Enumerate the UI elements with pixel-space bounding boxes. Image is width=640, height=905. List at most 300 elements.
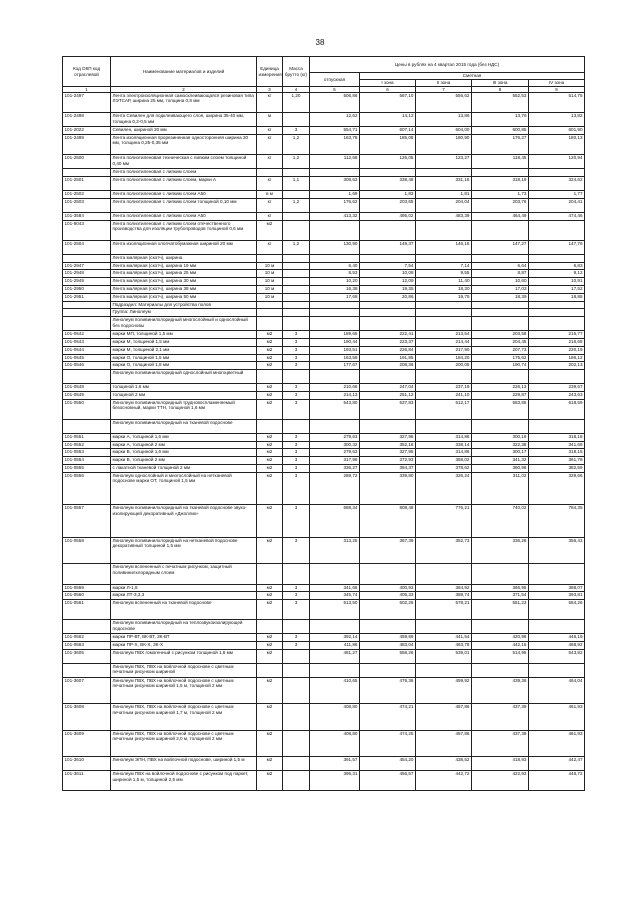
- cell-zone-2-price: 578,21: [416, 600, 472, 620]
- cell-mass: 3: [283, 642, 310, 650]
- table-row: [63, 391, 585, 399]
- cell-unit: м2: [257, 449, 283, 457]
- cell-release-price: [310, 309, 360, 317]
- cell-zone-1-price: [360, 564, 416, 584]
- cell-code: [63, 169, 111, 177]
- cell-zone-3-price: 311,02: [472, 472, 529, 505]
- cell-zone-2-price: 776,21: [416, 505, 472, 538]
- cell-mass: 3: [283, 338, 310, 346]
- cell-zone-2-price: 358,02: [416, 457, 472, 465]
- cell-release-price: 210,66: [310, 384, 360, 392]
- cell-unit: [257, 620, 283, 634]
- cell-zone-3-price: 18,39: [472, 293, 529, 301]
- cell-zone-4-price: 584,26: [529, 600, 585, 620]
- cell-mass: [283, 254, 310, 262]
- cell-name: марки М, толщиной 1,5 мм: [111, 338, 257, 346]
- cell-unit: м2: [257, 592, 283, 600]
- cell-zone-1-price: 454,20: [360, 757, 416, 771]
- cell-zone-2-price: 459,92: [416, 678, 472, 704]
- cell-mass: [283, 678, 310, 704]
- cell-unit: м2: [257, 771, 283, 791]
- col-number: 4: [283, 87, 310, 93]
- cell-zone-1-price: [360, 309, 416, 317]
- cell-unit: в м: [257, 190, 283, 198]
- cell-release-price: 163,78: [310, 134, 360, 154]
- cell-unit: 10 м: [257, 293, 283, 301]
- cell-zone-2-price: 389,74: [416, 592, 472, 600]
- cell-name: Линолеум ПВХ, ПВХ на войлочной подоснове с цветным печатным рисунком шириной 1,7 м, толщиной 2 мм: [111, 704, 257, 730]
- cell-zone-2-price: 314,86: [416, 449, 472, 457]
- cell-mass: [283, 419, 310, 433]
- cell-zone-3-price: 341,32: [472, 457, 529, 465]
- cell-name: Линолеум ПВХ гомогенный с рисунком толщиной 1,6 мм: [111, 650, 257, 664]
- cell-zone-3-price: 322,38: [472, 441, 529, 449]
- cell-name: Лента полиэтиленовая с липким слоем А50: [111, 212, 257, 220]
- cell-code: 101-0561: [63, 600, 111, 620]
- cell-zone-1-price: 637,83: [360, 399, 416, 419]
- cell-zone-2-price: 241,10: [416, 391, 472, 399]
- cell-zone-4-price: 202,13: [529, 362, 585, 370]
- cell-code: 101-0555: [63, 465, 111, 473]
- cell-code: [63, 254, 111, 262]
- cell-release-price: 193,51: [310, 346, 360, 354]
- cell-name: Подраздел: Материалы для устройства полов: [111, 301, 257, 309]
- cell-unit: м2: [257, 338, 283, 346]
- cell-zone-4-price: 356,43: [529, 538, 585, 564]
- cell-zone-3-price: 176,27: [472, 134, 529, 154]
- cell-zone-2-price: 184,20: [416, 354, 472, 362]
- cell-zone-1-price: [360, 370, 416, 384]
- cell-code: 101-2504: [63, 240, 111, 254]
- cell-unit: м2: [257, 472, 283, 505]
- cell-zone-4-price: 514,75: [529, 93, 585, 113]
- cell-mass: [283, 664, 310, 678]
- cell-release-price: 395,31: [310, 771, 360, 791]
- cell-zone-3-price: 229,87: [472, 391, 529, 399]
- cell-zone-2-price: 441,54: [416, 634, 472, 642]
- cell-release-price: [310, 419, 360, 433]
- cell-zone-2-price: 213,54: [416, 331, 472, 339]
- cell-code: 101-3608: [63, 704, 111, 730]
- cell-zone-4-price: 543,82: [529, 650, 585, 664]
- cell-zone-4-price: 1,77: [529, 190, 585, 198]
- cell-unit: м2: [257, 457, 283, 465]
- cell-name: Севилен, шириной 30 мм: [111, 127, 257, 135]
- cell-unit: м2: [257, 600, 283, 620]
- cell-mass: [283, 278, 310, 286]
- cell-unit: м2: [257, 642, 283, 650]
- cell-release-price: 1,69: [310, 190, 360, 198]
- cell-release-price: 289,72: [310, 472, 360, 505]
- page-number: 38: [315, 38, 325, 47]
- cell-unit: м2: [257, 384, 283, 392]
- cell-release-price: 408,80: [310, 730, 360, 756]
- cell-unit: кг: [257, 127, 283, 135]
- header-price: Цены в рублях на 4 квартал 2015 года (без НДС): [310, 57, 585, 73]
- cell-name: Лента полиэтиленовая с липким слоем А50: [111, 190, 257, 198]
- cell-zone-4-price: 446,72: [529, 771, 585, 791]
- cell-mass: 3: [283, 465, 310, 473]
- cell-zone-1-price: 607,14: [360, 127, 416, 135]
- cell-zone-2-price: 483,39: [416, 212, 472, 220]
- cell-unit: м2: [257, 730, 283, 756]
- cell-release-price: 279,63: [310, 433, 360, 441]
- cell-unit: [257, 370, 283, 384]
- cell-code: [63, 317, 111, 331]
- cell-zone-1-price: [360, 301, 416, 309]
- cell-unit: м: [257, 113, 283, 127]
- cell-zone-2-price: 204,04: [416, 198, 472, 212]
- cell-name: марки М, толщиной 2,1 мм: [111, 346, 257, 354]
- cell-code: 101-0559: [63, 584, 111, 592]
- cell-zone-1-price: [360, 419, 416, 433]
- cell-zone-1-price: 476,36: [360, 678, 416, 704]
- cell-zone-4-price: 186,12: [529, 354, 585, 362]
- table-row: [63, 472, 585, 505]
- cell-unit: м2: [257, 354, 283, 362]
- cell-name: Лента полиэтиленовая с липким слоем отечественного производства для изоляции трубопроводов толщиной 0,6 мм: [111, 220, 257, 240]
- table-row: [63, 600, 585, 620]
- cell-name: Линолеум поливинилхлоридный однослойный многоцветный: [111, 370, 257, 384]
- cell-zone-3-price: [472, 309, 529, 317]
- cell-zone-2-price: 11,40: [416, 278, 472, 286]
- cell-zone-2-price: [416, 169, 472, 177]
- cell-zone-1-price: 19,35: [360, 285, 416, 293]
- cell-zone-3-price: [472, 254, 529, 262]
- cell-zone-2-price: [416, 664, 472, 678]
- table-row: [63, 309, 585, 317]
- cell-zone-2-price: [416, 419, 472, 433]
- cell-zone-4-price: 361,78: [529, 457, 585, 465]
- cell-name: марки О, толщиной 1,5 мм: [111, 354, 257, 362]
- cell-zone-3-price: 175,62: [472, 354, 529, 362]
- header-zone-3: III зона: [472, 80, 529, 87]
- cell-unit: кг: [257, 155, 283, 169]
- cell-zone-4-price: 9,12: [529, 270, 585, 278]
- cell-mass: [283, 317, 310, 331]
- cell-code: [63, 620, 111, 634]
- cell-zone-1-price: 149,37: [360, 240, 416, 254]
- cell-zone-1-price: 226,84: [360, 346, 416, 354]
- cell-unit: м2: [257, 465, 283, 473]
- cell-zone-2-price: 214,44: [416, 338, 472, 346]
- cell-zone-1-price: 474,25: [360, 730, 416, 756]
- col-number: 5: [310, 87, 360, 93]
- cell-zone-1-price: 367,39: [360, 538, 416, 564]
- table-row: [63, 634, 585, 642]
- cell-zone-2-price: [416, 564, 472, 584]
- cell-zone-4-price: [529, 664, 585, 678]
- cell-name: Лента малярная (скотч), ширина 19 мм: [111, 262, 257, 270]
- cell-name: толщиной 1,6 мм: [111, 384, 257, 392]
- cell-zone-4-price: 446,19: [529, 634, 585, 642]
- cell-name: Линолеум однослойный и многослойный на нетканевой подоснове марки ОТ, толщиной 1,5 мм: [111, 472, 257, 505]
- cell-zone-4-price: 393,81: [529, 592, 585, 600]
- cell-release-price: 410,65: [310, 678, 360, 704]
- cell-zone-1-price: 10,08: [360, 270, 416, 278]
- cell-name: Линолеум поливинилхлоридный на тканевой подоснове звуко-изолирующей декоративный «Джоллик»: [111, 505, 257, 538]
- cell-code: [63, 664, 111, 678]
- cell-code: 101-2948: [63, 270, 111, 278]
- cell-zone-4-price: 204,41: [529, 198, 585, 212]
- table-row: [63, 338, 585, 346]
- cell-code: 101-2022: [63, 127, 111, 135]
- header-name: Наименование материалов и изделий: [111, 57, 257, 87]
- cell-release-price: [310, 169, 360, 177]
- table-row: [63, 465, 585, 473]
- cell-unit: кг: [257, 212, 283, 220]
- cell-zone-4-price: 318,15: [529, 449, 585, 457]
- table-row: [63, 399, 585, 419]
- cell-zone-3-price: 1,73: [472, 190, 529, 198]
- cell-name: марки В, толщиной 1,6 мм: [111, 449, 257, 457]
- cell-name: марки МП, толщиной 1,5 мм: [111, 331, 257, 339]
- table-row: [63, 240, 585, 254]
- cell-zone-2-price: 180,90: [416, 134, 472, 154]
- col-number: 8: [472, 87, 529, 93]
- cell-zone-1-price: 14,12: [360, 113, 416, 127]
- cell-release-price: 336,27: [310, 465, 360, 473]
- cell-zone-2-price: [416, 317, 472, 331]
- cell-unit: м2: [257, 757, 283, 771]
- cell-release-price: 10,20: [310, 278, 360, 286]
- cell-unit: м2: [257, 704, 283, 730]
- cell-zone-4-price: 180,13: [529, 134, 585, 154]
- cell-mass: 3: [283, 538, 310, 564]
- table-row: [63, 592, 585, 600]
- cell-zone-3-price: 318,19: [472, 176, 529, 190]
- cell-code: 101-0545: [63, 354, 111, 362]
- cell-zone-1-price: 808,48: [360, 505, 416, 538]
- cell-zone-2-price: 438,52: [416, 757, 472, 771]
- cell-mass: [283, 757, 310, 771]
- cell-mass: 3: [283, 433, 310, 441]
- table-row: [63, 212, 585, 220]
- cell-zone-2-price: 123,27: [416, 155, 472, 169]
- cell-mass: [283, 212, 310, 220]
- cell-zone-1-price: 372,93: [360, 457, 416, 465]
- cell-unit: кг: [257, 176, 283, 190]
- cell-release-price: 513,50: [310, 600, 360, 620]
- cell-unit: м2: [257, 505, 283, 538]
- cell-zone-4-price: 461,93: [529, 704, 585, 730]
- cell-zone-2-price: 326,24: [416, 472, 472, 505]
- cell-mass: 3: [283, 127, 310, 135]
- cell-release-price: 163,59: [310, 354, 360, 362]
- cell-zone-4-price: [529, 254, 585, 262]
- cell-name: марки ЛТ-3,3,3: [111, 592, 257, 600]
- cell-zone-1-price: [360, 317, 416, 331]
- cell-unit: м2: [257, 650, 283, 664]
- cell-unit: кг: [257, 93, 283, 113]
- cell-unit: м2: [257, 538, 283, 564]
- cell-release-price: 543,80: [310, 399, 360, 419]
- cell-mass: 3: [283, 362, 310, 370]
- cell-zone-2-price: 9,55: [416, 270, 472, 278]
- cell-unit: [257, 169, 283, 177]
- cell-mass: 1,2: [283, 198, 310, 212]
- table-row: [63, 190, 585, 198]
- cell-code: 101-0563: [63, 642, 111, 650]
- cell-name: Группа: Линолеум: [111, 309, 257, 317]
- cell-release-price: 112,68: [310, 155, 360, 169]
- cell-mass: [283, 220, 310, 240]
- cell-zone-1-price: 251,12: [360, 391, 416, 399]
- col-number: 1: [63, 87, 111, 93]
- cell-zone-3-price: 551,23: [472, 600, 529, 620]
- table-row: [63, 127, 585, 135]
- cell-unit: м2: [257, 634, 283, 642]
- cell-unit: [257, 419, 283, 433]
- table-row: [63, 169, 585, 177]
- cell-zone-3-price: 207,73: [472, 346, 529, 354]
- cell-release-price: 12,62: [310, 113, 360, 127]
- cell-release-price: 688,34: [310, 505, 360, 538]
- cell-zone-3-price: [472, 419, 529, 433]
- cell-name: марки В, толщиной 2 мм: [111, 457, 257, 465]
- table-row: [63, 370, 585, 384]
- cell-mass: [283, 270, 310, 278]
- cell-code: 101-2498: [63, 113, 111, 127]
- cell-zone-1-price: 394,37: [360, 465, 416, 473]
- cell-unit: кг: [257, 198, 283, 212]
- cell-name: Линолеум ПВХ на войлочной подоснове с рисунком под паркет, шириной 1,5 м, толщиной 2,5 мм: [111, 771, 257, 791]
- cell-release-price: 411,86: [310, 642, 360, 650]
- cell-zone-1-price: 558,26: [360, 650, 416, 664]
- cell-zone-4-price: [529, 564, 585, 584]
- cell-zone-4-price: 6,83: [529, 262, 585, 270]
- table-row: [63, 505, 585, 538]
- cell-zone-2-price: 338,14: [416, 441, 472, 449]
- cell-code: 101-0543: [63, 338, 111, 346]
- cell-zone-4-price: [529, 309, 585, 317]
- table-row: [63, 262, 585, 270]
- cell-zone-2-price: 19,75: [416, 293, 472, 301]
- cell-name: марки ПР-Х, ВК-Х, ЗК-Х: [111, 642, 257, 650]
- cell-name: Лента малярная (скотч), ширина 38 мм: [111, 285, 257, 293]
- cell-release-price: 341,66: [310, 584, 360, 592]
- cell-code: 101-2949: [63, 278, 111, 286]
- cell-zone-3-price: [472, 169, 529, 177]
- table-row: [63, 384, 585, 392]
- table-row: [63, 664, 585, 678]
- cell-zone-4-price: 474,46: [529, 212, 585, 220]
- table-row: [63, 113, 585, 127]
- cell-zone-4-price: 442,47: [529, 757, 585, 771]
- cell-mass: [283, 293, 310, 301]
- cell-name: Лента полиэтиленовая техническая с липким слоем толщиной 0,40 мм: [111, 155, 257, 169]
- cell-zone-1-price: 7,54: [360, 262, 416, 270]
- cell-mass: [283, 650, 310, 664]
- table-row: [63, 176, 585, 190]
- cell-release-price: [310, 254, 360, 262]
- cell-name: Линолеум поливинилхлоридный на тканевой подоснове: [111, 419, 257, 433]
- cell-zone-3-price: 420,96: [472, 634, 529, 642]
- cell-mass: [283, 309, 310, 317]
- col-number: 2: [111, 87, 257, 93]
- cell-unit: [257, 301, 283, 309]
- cell-zone-1-price: 208,36: [360, 362, 416, 370]
- cell-code: 101-2497: [63, 93, 111, 113]
- cell-zone-1-price: 20,86: [360, 293, 416, 301]
- cell-zone-3-price: 190,74: [472, 362, 529, 370]
- cell-zone-1-price: [360, 620, 416, 634]
- cell-name: Лента малярная (скотч), ширина 50 мм: [111, 293, 257, 301]
- cell-release-price: 176,62: [310, 198, 360, 212]
- cell-zone-3-price: 583,85: [472, 399, 529, 419]
- cell-mass: 3: [283, 354, 310, 362]
- cell-code: 101-0552: [63, 441, 111, 449]
- cell-code: 101-0549: [63, 391, 111, 399]
- cell-zone-1-price: 223,37: [360, 338, 416, 346]
- table-row: [63, 293, 585, 301]
- cell-zone-3-price: 360,98: [472, 465, 529, 473]
- cell-release-price: 189,65: [310, 331, 360, 339]
- cell-unit: [257, 309, 283, 317]
- cell-name: Лента электроизоляционная самосклеивающаяся резиновая типа ЛЭТСАР, ширина 25 мм, толщина 0,8 мм: [111, 93, 257, 113]
- cell-mass: [283, 771, 310, 791]
- cell-zone-1-price: 338,48: [360, 176, 416, 190]
- cell-code: [63, 309, 111, 317]
- cell-release-price: 413,32: [310, 212, 360, 220]
- cell-unit: м2: [257, 678, 283, 704]
- cell-name: Линолеум ЭПН, ПВХ на войлочной подоснове, шириной 1,5 м: [111, 757, 257, 771]
- cell-zone-4-price: 243,63: [529, 391, 585, 399]
- cell-code: 101-2947: [63, 262, 111, 270]
- cell-name: Линолеум поливинилхлоридный на нетканевой подоснове декоративный толщиной 1,5 мм: [111, 538, 257, 564]
- cell-release-price: 300,32: [310, 441, 360, 449]
- cell-zone-3-price: 8,87: [472, 270, 529, 278]
- cell-zone-4-price: [529, 169, 585, 177]
- cell-code: 101-0548: [63, 384, 111, 392]
- cell-zone-4-price: 618,59: [529, 399, 585, 419]
- cell-zone-2-price: 1,81: [416, 190, 472, 198]
- cell-zone-4-price: [529, 301, 585, 309]
- cell-zone-3-price: 371,54: [472, 592, 529, 600]
- cell-mass: 3: [283, 505, 310, 538]
- cell-zone-4-price: 601,90: [529, 127, 585, 135]
- cell-mass: 1,2: [283, 155, 310, 169]
- cell-code: 101-2950: [63, 285, 111, 293]
- cell-zone-2-price: [416, 620, 472, 634]
- cell-code: 101-3607: [63, 678, 111, 704]
- cell-mass: 3: [283, 441, 310, 449]
- cell-unit: 10 м: [257, 270, 283, 278]
- cell-code: 101-0558: [63, 538, 111, 564]
- table-row: [63, 254, 585, 262]
- header-code: Код ОКП код отраслевой: [63, 57, 111, 87]
- table-row: [63, 419, 585, 433]
- cell-name: Лента полиэтиленовая с липким слоем: [111, 169, 257, 177]
- cell-name: Линолеум вспененный на тканевой подоснове: [111, 600, 257, 620]
- header-unit: Единица измерения: [257, 57, 283, 87]
- cell-mass: 3: [283, 457, 310, 465]
- cell-mass: 3: [283, 391, 310, 399]
- cell-mass: 1,2: [283, 240, 310, 254]
- cell-mass: 3: [283, 592, 310, 600]
- table-row: [63, 93, 585, 113]
- cell-code: 101-2951: [63, 293, 111, 301]
- cell-zone-4-price: 17,52: [529, 285, 585, 293]
- table-row: [63, 270, 585, 278]
- cell-zone-3-price: 118,45: [472, 155, 529, 169]
- cell-code: 101-0550: [63, 399, 111, 419]
- cell-code: 101-0553: [63, 449, 111, 457]
- cell-zone-4-price: 10,91: [529, 278, 585, 286]
- cell-name: марки Л-1,8: [111, 584, 257, 592]
- cell-zone-2-price: 612,17: [416, 399, 472, 419]
- cell-code: [63, 419, 111, 433]
